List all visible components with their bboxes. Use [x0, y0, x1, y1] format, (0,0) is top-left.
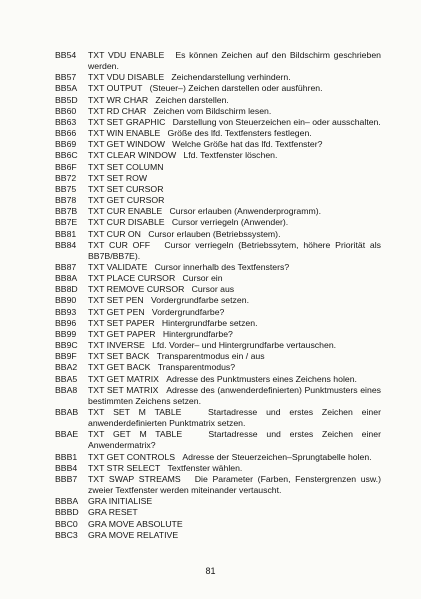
entry-command: GRA MOVE RELATIVE	[88, 529, 179, 540]
entry-text	[88, 83, 381, 94]
list-item	[0, 496, 421, 507]
list-item	[0, 351, 421, 362]
entry-description: Zeichen darstellen.	[155, 94, 229, 105]
list-item	[0, 262, 421, 273]
list-item	[0, 128, 421, 139]
entry-description: Es können Zeichen auf den Bildschirm geschrieben werden.	[88, 50, 381, 72]
entry-description: Transparentmodus ein / aus	[156, 351, 265, 362]
entry-text	[88, 407, 381, 429]
entry-description: Vordergrundfarbe setzen.	[150, 295, 249, 306]
entry-description: Hintergrundfarbe setzen.	[161, 317, 258, 328]
entry-command: TXT SET COLUMN	[88, 161, 164, 172]
entry-address: BBBD	[55, 507, 79, 518]
list-item	[0, 173, 421, 184]
entry-address: BB90	[55, 295, 77, 306]
entry-command: TXT VDU DISABLE	[88, 72, 165, 83]
entry-command: TXT REMOVE CURSOR	[88, 284, 185, 295]
entry-text	[88, 117, 381, 128]
list-item	[0, 83, 421, 94]
entry-description: Darstellung von Steuerzeichen ein– oder ausschalten.	[172, 116, 381, 127]
list-item	[0, 340, 421, 351]
entry-command: TXT STR SELECT	[88, 462, 161, 473]
list-item	[0, 273, 421, 284]
entry-command: TXT SET PAPER	[88, 317, 155, 328]
entry-command: TXT CUR OFF	[88, 239, 151, 250]
entry-command: GRA RESET	[88, 507, 138, 518]
entry-address: BB69	[55, 139, 77, 150]
entry-description: Die Parameter (Farben, Fenstergrenzen usw.) zweier Textfenster werden miteinander vertauscht.	[88, 473, 381, 496]
entry-address: BB57	[55, 72, 77, 83]
entry-text	[88, 50, 381, 72]
list-item	[0, 50, 421, 72]
entry-command: TXT SWAP STREAMS	[88, 473, 181, 484]
entry-address: BB99	[55, 328, 77, 339]
entry-text	[88, 217, 381, 228]
list-item	[0, 362, 421, 373]
page-number: 81	[205, 566, 216, 576]
entry-description: Adresse der Steuerzeichen–Sprungtabelle holen.	[182, 451, 372, 462]
entry-address: BB9C	[55, 340, 78, 351]
list-item	[0, 385, 421, 407]
list-item	[0, 240, 421, 262]
entry-command: TXT GET BACK	[88, 362, 151, 373]
entry-address: BBB4	[55, 462, 78, 473]
list-item	[0, 95, 421, 106]
entry-command: TXT OUTPUT	[88, 83, 143, 94]
entry-description: Cursor ein	[182, 273, 223, 284]
list-item	[0, 519, 421, 530]
list-item	[0, 374, 421, 385]
list-item	[0, 329, 421, 340]
entry-address: BBB1	[55, 451, 78, 462]
entry-command: TXT CUR ENABLE	[88, 206, 163, 217]
entry-command: TXT SET BACK	[88, 351, 150, 362]
entry-command: TXT INVERSE	[88, 340, 145, 351]
entry-command: TXT SET PEN	[88, 295, 144, 306]
entry-command: TXT GET CONTROLS	[88, 451, 176, 462]
entry-text	[88, 507, 381, 518]
entry-text	[88, 206, 381, 217]
list-item	[0, 474, 421, 496]
entry-text	[88, 362, 381, 373]
entry-text	[88, 72, 381, 83]
entry-command: TXT GET CURSOR	[88, 195, 165, 206]
entry-text	[88, 150, 381, 161]
entry-command: TXT GET WINDOW	[88, 139, 165, 150]
entry-address: BBAE	[55, 429, 79, 440]
entry-description: Größe des lfd. Textfensters festlegen.	[167, 128, 312, 139]
list-item	[0, 463, 421, 474]
entry-command: TXT GET M TABLE	[88, 429, 183, 440]
entry-text	[88, 106, 381, 117]
list-item	[0, 307, 421, 318]
entry-address: BB60	[55, 105, 77, 116]
list-item	[0, 162, 421, 173]
list-item	[0, 507, 421, 518]
list-item	[0, 206, 421, 217]
entry-text	[88, 463, 381, 474]
list-item	[0, 106, 421, 117]
entry-command: GRA INITIALISE	[88, 496, 153, 507]
list-item	[0, 530, 421, 541]
entry-description: Startadresse und erstes Zeichen einer Anwendermatrix?	[88, 429, 381, 451]
entry-address: BB6F	[55, 161, 77, 172]
entry-text	[88, 385, 381, 407]
entry-address: BB96	[55, 317, 77, 328]
entry-address: BB5A	[55, 83, 78, 94]
entry-address: BBA8	[55, 384, 78, 395]
entry-text	[88, 519, 381, 530]
entry-text	[88, 284, 381, 295]
entry-address: BB8A	[55, 273, 78, 284]
entry-description: Cursor erlauben (Anwenderprogramm).	[169, 206, 322, 217]
list-item	[0, 117, 421, 128]
entry-address: BBC3	[55, 529, 78, 540]
list-item	[0, 284, 421, 295]
entry-command: TXT CUR ON	[88, 228, 141, 239]
entry-command: TXT GET PEN	[88, 306, 145, 317]
entry-description: Lfd. Vorder– und Hintergrundfarbe vertauschen.	[152, 340, 337, 351]
entry-command: TXT CLEAR WINDOW	[88, 150, 177, 161]
entry-address: BB93	[55, 306, 77, 317]
entry-description: Zeichendarstellung verhindern.	[171, 72, 291, 83]
entry-command: TXT WIN ENABLE	[88, 128, 161, 139]
entry-address: BB5D	[55, 94, 78, 105]
entry-address: BB87	[55, 261, 77, 272]
entry-address: BB8D	[55, 284, 78, 295]
entry-address: BBAB	[55, 407, 79, 417]
entry-address: BB7E	[55, 217, 78, 228]
entry-text	[88, 295, 381, 306]
entry-description: Cursor innerhalb des Textfensters?	[154, 261, 290, 272]
entry-address: BBBA	[55, 496, 79, 507]
entry-text	[88, 173, 381, 184]
entry-command: TXT VALIDATE	[88, 261, 148, 272]
entry-description: Cursor aus	[191, 284, 235, 295]
entry-command: TXT CUR DISABLE	[88, 217, 165, 228]
entry-description: Vordergrundfarbe?	[151, 306, 225, 317]
entry-text	[88, 162, 381, 173]
entry-text	[88, 429, 381, 451]
entry-command: TXT SET CURSOR	[88, 183, 164, 194]
entry-text	[88, 340, 381, 351]
entry-description: (Steuer–) Zeichen darstellen oder ausführen.	[149, 83, 323, 94]
entry-text	[88, 452, 381, 463]
list-item	[0, 229, 421, 240]
entry-text	[88, 318, 381, 329]
entry-text	[88, 184, 381, 195]
entry-command: TXT SET GRAPHIC	[88, 116, 166, 127]
entry-address: BB9F	[55, 351, 77, 362]
entry-command: TXT GET PAPER	[88, 328, 156, 339]
entry-address: BBA5	[55, 373, 78, 384]
entry-description: Zeichen vom Bildschirm lesen.	[153, 105, 272, 116]
entry-command: TXT GET MATRIX	[88, 373, 159, 384]
list-item	[0, 195, 421, 206]
entry-address: BB78	[55, 195, 77, 206]
entry-command: TXT VDU ENABLE	[88, 50, 165, 60]
entry-description: Welche Größe hat das lfd. Textfenster?	[172, 139, 323, 150]
list-item	[0, 429, 421, 451]
list-item	[0, 295, 421, 306]
list-item	[0, 452, 421, 463]
entry-address: BB84	[55, 239, 77, 250]
list-item	[0, 139, 421, 150]
entry-text	[88, 240, 381, 262]
entry-command: TXT SET M TABLE	[88, 407, 182, 417]
entry-description: Adresse des Punktmusters eines Zeichens holen.	[166, 373, 357, 384]
firmware-call-list	[0, 50, 421, 541]
entry-text	[88, 262, 381, 273]
entry-address: BBA2	[55, 362, 78, 373]
entry-text	[88, 530, 381, 541]
entry-description: Cursor verriegeln (Betriebssytem, höhere Priorität als BB7B/BB7E).	[88, 239, 381, 261]
list-item	[0, 150, 421, 161]
entry-text	[88, 474, 381, 496]
entry-text	[88, 139, 381, 150]
entry-description: Hintergrundfarbe?	[162, 328, 233, 339]
entry-text	[88, 195, 381, 206]
entry-command: TXT SET ROW	[88, 172, 148, 183]
entry-address: BBB7	[55, 473, 78, 484]
entry-address: BB6C	[55, 150, 78, 161]
list-item	[0, 407, 421, 429]
entry-text	[88, 374, 381, 385]
entry-text	[88, 95, 381, 106]
entry-description: Transparentmodus?	[157, 362, 236, 373]
entry-description: Lfd. Textfenster löschen.	[183, 150, 278, 161]
entry-command: TXT PLACE CURSOR	[88, 273, 176, 284]
entry-command: TXT RD CHAR	[88, 105, 147, 116]
list-item	[0, 217, 421, 228]
entry-address: BB75	[55, 183, 77, 194]
entry-command: GRA MOVE ABSOLUTE	[88, 518, 183, 529]
entry-description: Cursor erlauben (Betriebssystem).	[148, 228, 281, 239]
entry-description: Startadresse und erstes Zeichen einer anwenderdefinierten Punktmatrix setzen.	[88, 407, 381, 429]
entry-text	[88, 273, 381, 284]
entry-text	[88, 307, 381, 318]
list-item	[0, 72, 421, 83]
entry-address: BB81	[55, 228, 77, 239]
entry-address: BB72	[55, 172, 77, 183]
entry-description: Cursor verriegeln (Anwender).	[171, 217, 289, 228]
entry-address: BB7B	[55, 206, 78, 217]
entry-text	[88, 229, 381, 240]
entry-address: BB63	[55, 116, 77, 127]
entry-command: TXT SET MATRIX	[88, 384, 159, 395]
entry-text	[88, 496, 381, 507]
entry-address: BBC0	[55, 518, 78, 529]
entry-description: Textfenster wählen.	[167, 462, 243, 473]
entry-description: Adresse des (anwenderdefinierten) Punktmusters eines bestimmten Zeichens setzen.	[88, 384, 381, 406]
entry-address: BB66	[55, 128, 77, 139]
entry-text	[88, 351, 381, 362]
entry-text	[88, 329, 381, 340]
entry-text	[88, 128, 381, 139]
entry-command: TXT WR CHAR	[88, 94, 149, 105]
entry-address: BB54	[55, 50, 77, 60]
list-item	[0, 318, 421, 329]
list-item	[0, 184, 421, 195]
